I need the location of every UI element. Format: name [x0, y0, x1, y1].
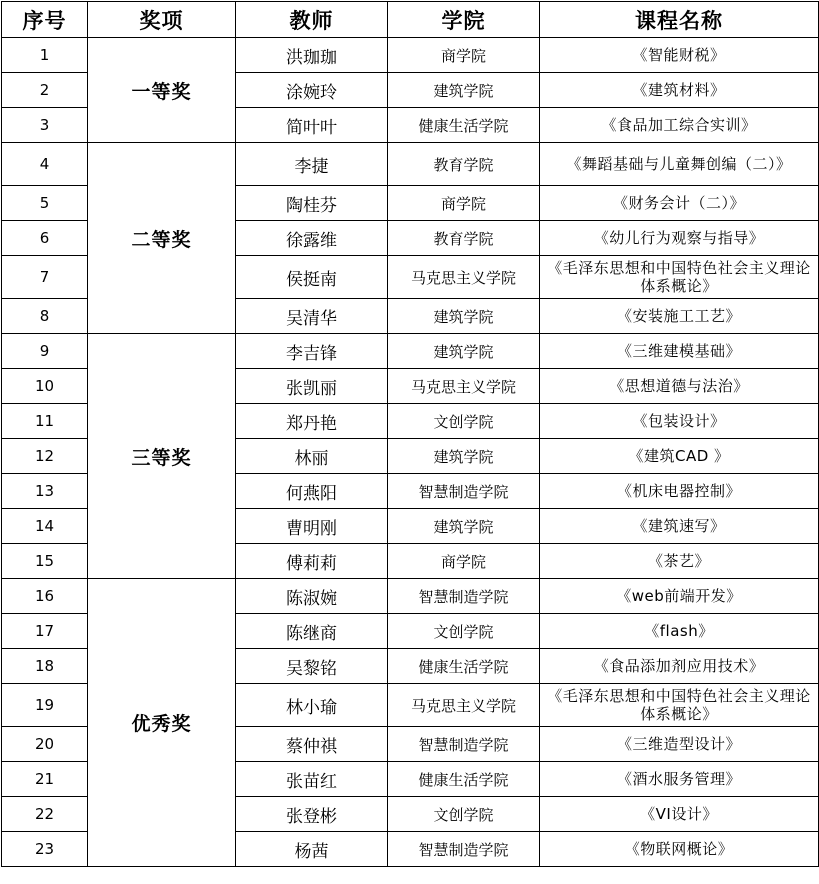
teacher-name: 陶桂芬: [236, 186, 388, 221]
row-index: 6: [2, 221, 88, 256]
course-name: 《智能财税》: [540, 38, 819, 73]
row-index: 15: [2, 544, 88, 579]
teacher-name: 张登彬: [236, 797, 388, 832]
header-college: 学院: [388, 2, 540, 38]
course-name: 《毛泽东思想和中国特色社会主义理论体系概论》: [540, 256, 819, 299]
row-index: 19: [2, 684, 88, 727]
teacher-name: 杨茜: [236, 832, 388, 867]
college-name: 建筑学院: [388, 73, 540, 108]
teacher-name: 李吉锋: [236, 334, 388, 369]
college-name: 文创学院: [388, 614, 540, 649]
row-index: 23: [2, 832, 88, 867]
college-name: 商学院: [388, 38, 540, 73]
course-name: 《三维造型设计》: [540, 727, 819, 762]
college-name: 健康生活学院: [388, 649, 540, 684]
row-index: 14: [2, 509, 88, 544]
table-row: [2, 579, 819, 614]
college-name: 马克思主义学院: [388, 256, 540, 299]
row-index: 21: [2, 762, 88, 797]
teacher-name: 傅莉莉: [236, 544, 388, 579]
row-index: 7: [2, 256, 88, 299]
course-name: 《物联网概论》: [540, 832, 819, 867]
row-index: 1: [2, 38, 88, 73]
college-name: 文创学院: [388, 404, 540, 439]
college-name: 商学院: [388, 186, 540, 221]
award-level: 三等奖: [88, 334, 236, 579]
table-row: [2, 143, 819, 186]
row-index: 8: [2, 299, 88, 334]
row-index: 16: [2, 579, 88, 614]
college-name: 马克思主义学院: [388, 684, 540, 727]
award-level: 优秀奖: [88, 579, 236, 867]
row-index: 20: [2, 727, 88, 762]
teacher-name: 徐露维: [236, 221, 388, 256]
header-course: 课程名称: [540, 2, 819, 38]
row-index: 4: [2, 143, 88, 186]
college-name: 健康生活学院: [388, 108, 540, 143]
college-name: 商学院: [388, 544, 540, 579]
table-body: [2, 38, 819, 867]
college-name: 建筑学院: [388, 299, 540, 334]
course-name: 《酒水服务管理》: [540, 762, 819, 797]
row-index: 5: [2, 186, 88, 221]
row-index: 18: [2, 649, 88, 684]
teacher-name: 张苗红: [236, 762, 388, 797]
course-name: 《食品加工综合实训》: [540, 108, 819, 143]
teacher-name: 何燕阳: [236, 474, 388, 509]
teacher-name: 侯挺南: [236, 256, 388, 299]
teacher-name: 张凯丽: [236, 369, 388, 404]
row-index: 17: [2, 614, 88, 649]
teacher-name: 简叶叶: [236, 108, 388, 143]
course-name: 《财务会计（二）》: [540, 186, 819, 221]
course-name: 《食品添加剂应用技术》: [540, 649, 819, 684]
row-index: 22: [2, 797, 88, 832]
college-name: 健康生活学院: [388, 762, 540, 797]
row-index: 2: [2, 73, 88, 108]
course-name: 《思想道德与法治》: [540, 369, 819, 404]
course-name: 《flash》: [540, 614, 819, 649]
table-row: [2, 38, 819, 73]
header-teacher: 教师: [236, 2, 388, 38]
teacher-name: 陈继商: [236, 614, 388, 649]
course-name: 《建筑CAD 》: [540, 439, 819, 474]
course-name: 《毛泽东思想和中国特色社会主义理论体系概论》: [540, 684, 819, 727]
course-name: 《建筑材料》: [540, 73, 819, 108]
teacher-name: 蔡仲祺: [236, 727, 388, 762]
awards-table: [1, 1, 819, 867]
course-name: 《茶艺》: [540, 544, 819, 579]
college-name: 建筑学院: [388, 509, 540, 544]
teacher-name: 吴清华: [236, 299, 388, 334]
row-index: 12: [2, 439, 88, 474]
teacher-name: 涂婉玲: [236, 73, 388, 108]
row-index: 11: [2, 404, 88, 439]
college-name: 智慧制造学院: [388, 832, 540, 867]
header-award: 奖项: [88, 2, 236, 38]
college-name: 马克思主义学院: [388, 369, 540, 404]
award-level: 一等奖: [88, 38, 236, 143]
header-row: [2, 2, 819, 38]
teacher-name: 林小瑜: [236, 684, 388, 727]
table-row: [2, 334, 819, 369]
header-index: 序号: [2, 2, 88, 38]
course-name: 《建筑速写》: [540, 509, 819, 544]
course-name: 《幼儿行为观察与指导》: [540, 221, 819, 256]
teacher-name: 郑丹艳: [236, 404, 388, 439]
row-index: 13: [2, 474, 88, 509]
course-name: 《包装设计》: [540, 404, 819, 439]
college-name: 智慧制造学院: [388, 727, 540, 762]
award-level: 二等奖: [88, 143, 236, 334]
college-name: 智慧制造学院: [388, 474, 540, 509]
teacher-name: 曹明刚: [236, 509, 388, 544]
teacher-name: 李捷: [236, 143, 388, 186]
course-name: 《舞蹈基础与儿童舞创编（二）》: [540, 143, 819, 186]
course-name: 《web前端开发》: [540, 579, 819, 614]
teacher-name: 林丽: [236, 439, 388, 474]
row-index: 3: [2, 108, 88, 143]
row-index: 9: [2, 334, 88, 369]
course-name: 《三维建模基础》: [540, 334, 819, 369]
course-name: 《安装施工工艺》: [540, 299, 819, 334]
teacher-name: 陈淑婉: [236, 579, 388, 614]
course-name: 《机床电器控制》: [540, 474, 819, 509]
college-name: 教育学院: [388, 221, 540, 256]
college-name: 建筑学院: [388, 334, 540, 369]
college-name: 智慧制造学院: [388, 579, 540, 614]
course-name: 《VI设计》: [540, 797, 819, 832]
college-name: 建筑学院: [388, 439, 540, 474]
teacher-name: 洪珈珈: [236, 38, 388, 73]
teacher-name: 吴黎铭: [236, 649, 388, 684]
college-name: 文创学院: [388, 797, 540, 832]
college-name: 教育学院: [388, 143, 540, 186]
row-index: 10: [2, 369, 88, 404]
